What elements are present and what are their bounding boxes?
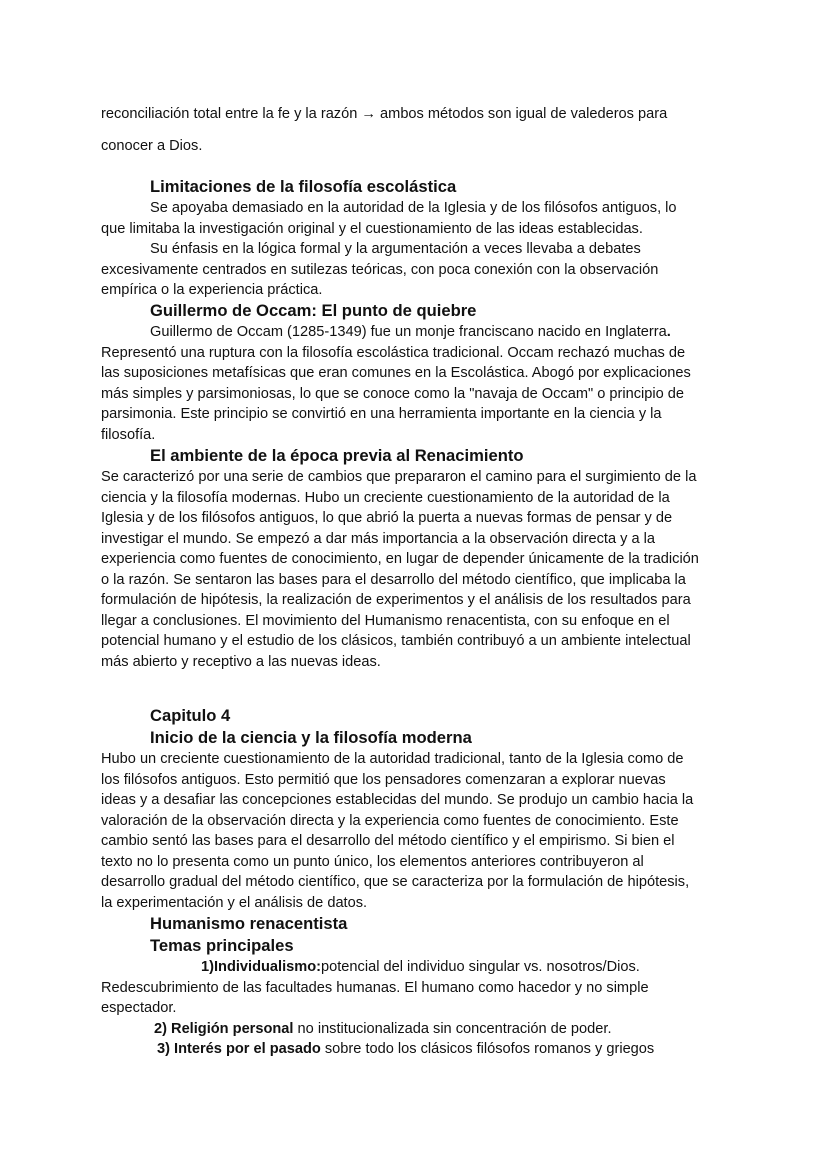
section-ambiente: [101, 445, 741, 672]
text-span: Guillermo de Occam (1285-1349) fue un monje franciscano nacido en Inglaterra: [150, 324, 667, 340]
text-line: cambio sentó las bases para el desarrollo del método científico y el empirismo. Si bien el: [101, 833, 675, 849]
list-item: [101, 957, 741, 978]
section-heading: El ambiente de la época previa al Renacimiento: [150, 446, 524, 465]
chapter-heading: Inicio de la ciencia y la filosofía moderna: [150, 728, 472, 747]
text-line: filosofía.: [101, 426, 156, 443]
item-text: no institucionalizada sin concentración de poder.: [293, 1020, 612, 1037]
list-item: [101, 1039, 741, 1060]
text-line: excesivamente centrados en sutilezas teóricas, con poca conexión con la observación: [101, 261, 659, 278]
text-line: más simples y parsimoniosas, lo que se conoce como la "navaja de Occam" o principio de: [101, 385, 685, 402]
text-line: ciencia y la filosofía modernas. Hubo un creciente cuestionamiento de la autoridad de la: [101, 489, 670, 506]
item-text: potencial del individuo singular vs. nosotros/Dios.: [321, 959, 640, 975]
section-heading: Guillermo de Occam: El punto de quiebre: [150, 301, 477, 320]
section-heading: Humanismo renacentista: [150, 914, 348, 933]
intro-paragraph: [101, 104, 741, 156]
item-title: 2) Religión personal: [154, 1020, 294, 1037]
text-line: espectador.: [101, 1000, 177, 1016]
section-heading: Limitaciones de la filosofía escolástica: [150, 177, 457, 196]
item-title: 3) Interés por el pasado: [157, 1041, 321, 1057]
text-line: parsimonia. Este principio se convirtió en una herramienta importante en la ciencia y la: [101, 406, 662, 422]
section-capitulo-4: [101, 705, 741, 913]
text-line: Iglesia y de los filósofos antiguos, lo que abrió la puerta a nuevas formas de pensar y de: [101, 510, 673, 526]
text-line: experiencia como fuentes de conocimiento, en lugar de depender únicamente de la tradición: [101, 551, 699, 567]
text-line: Redescubrimiento de las facultades humanas. El humano como hacedor y no simple: [101, 979, 649, 996]
text-line: Su énfasis en la lógica formal y la argumentación a veces llevaba a debates: [150, 241, 641, 257]
text-line: valoración de la observación directa y la experiencia como fuentes de conocimiento. Este: [101, 812, 679, 829]
text-line: las suposiciones metafísicas que eran comunes en la Escolástica. Abogó por explicaciones: [101, 365, 691, 381]
text-line: más abierto y receptivo a las nuevas ideas.: [101, 653, 381, 670]
section-humanismo: [101, 913, 741, 1060]
text-line: Se caracterizó por una serie de cambios que prepararon el camino para el surgimiento de la: [101, 469, 697, 485]
text-line: ideas y a desafiar las concepciones establecidas del mundo. Se produjo un cambio hacia la: [101, 792, 694, 808]
text-line: formulación de hipótesis, la realización de experimentos y el análisis de los resultados para: [101, 592, 691, 608]
item-text: sobre todo los clásicos filósofos romanos y griegos: [320, 1041, 655, 1057]
text-line: empírica o la experiencia práctica.: [101, 282, 323, 298]
text-line: [101, 322, 741, 343]
text-line: llegar a conclusiones. El movimiento del Humanismo renacentista, con su enfoque en el: [101, 612, 670, 629]
item-title: 1)Individualismo:: [201, 959, 322, 975]
text-line: los filósofos antiguos. Esto permitió que los pensadores comenzaran a explorar nuevas: [101, 771, 666, 788]
section-subheading: Temas principales: [150, 936, 294, 955]
text-line: potencial humano y el estudio de los clásicos, también contribuyó a un ambiente intelectual: [101, 633, 691, 649]
text-line: investigar el mundo. Se empezó a dar más importancia a la observación directa y a la: [101, 530, 656, 547]
section-occam: [101, 300, 741, 445]
list-item: [101, 1019, 741, 1040]
chapter-label: Capitulo 4: [150, 706, 231, 725]
text-line: conocer a Dios.: [101, 137, 203, 154]
text-line: desarrollo gradual del método científico, que se caracteriza por la formulación de hipótesis,: [101, 874, 690, 890]
section-limitaciones: [101, 176, 741, 301]
text-line: reconciliación total entre la fe y la razón → ambos métodos son igual de valederos para: [101, 106, 668, 122]
text-line: Representó una ruptura con la filosofía escolástica tradicional. Occam rechazó muchas de: [101, 344, 686, 361]
text-line: o la razón. Se sentaron las bases para el desarrollo del método científico, que implicaba la: [101, 571, 686, 588]
text-line: que limitaba la investigación original y el cuestionamiento de las ideas establecidas.: [101, 220, 643, 237]
text-line: Se apoyaba demasiado en la autoridad de la Iglesia y de los filósofos antiguos, lo: [150, 200, 677, 216]
text-line: la experimentación y el análisis de datos.: [101, 894, 368, 911]
text-line: Hubo un creciente cuestionamiento de la autoridad tradicional, tanto de la Iglesia como de: [101, 751, 684, 767]
text-span: .: [666, 324, 671, 340]
text-line: texto no lo presenta como un punto único, los elementos anteriores contribuyeron al: [101, 853, 644, 870]
